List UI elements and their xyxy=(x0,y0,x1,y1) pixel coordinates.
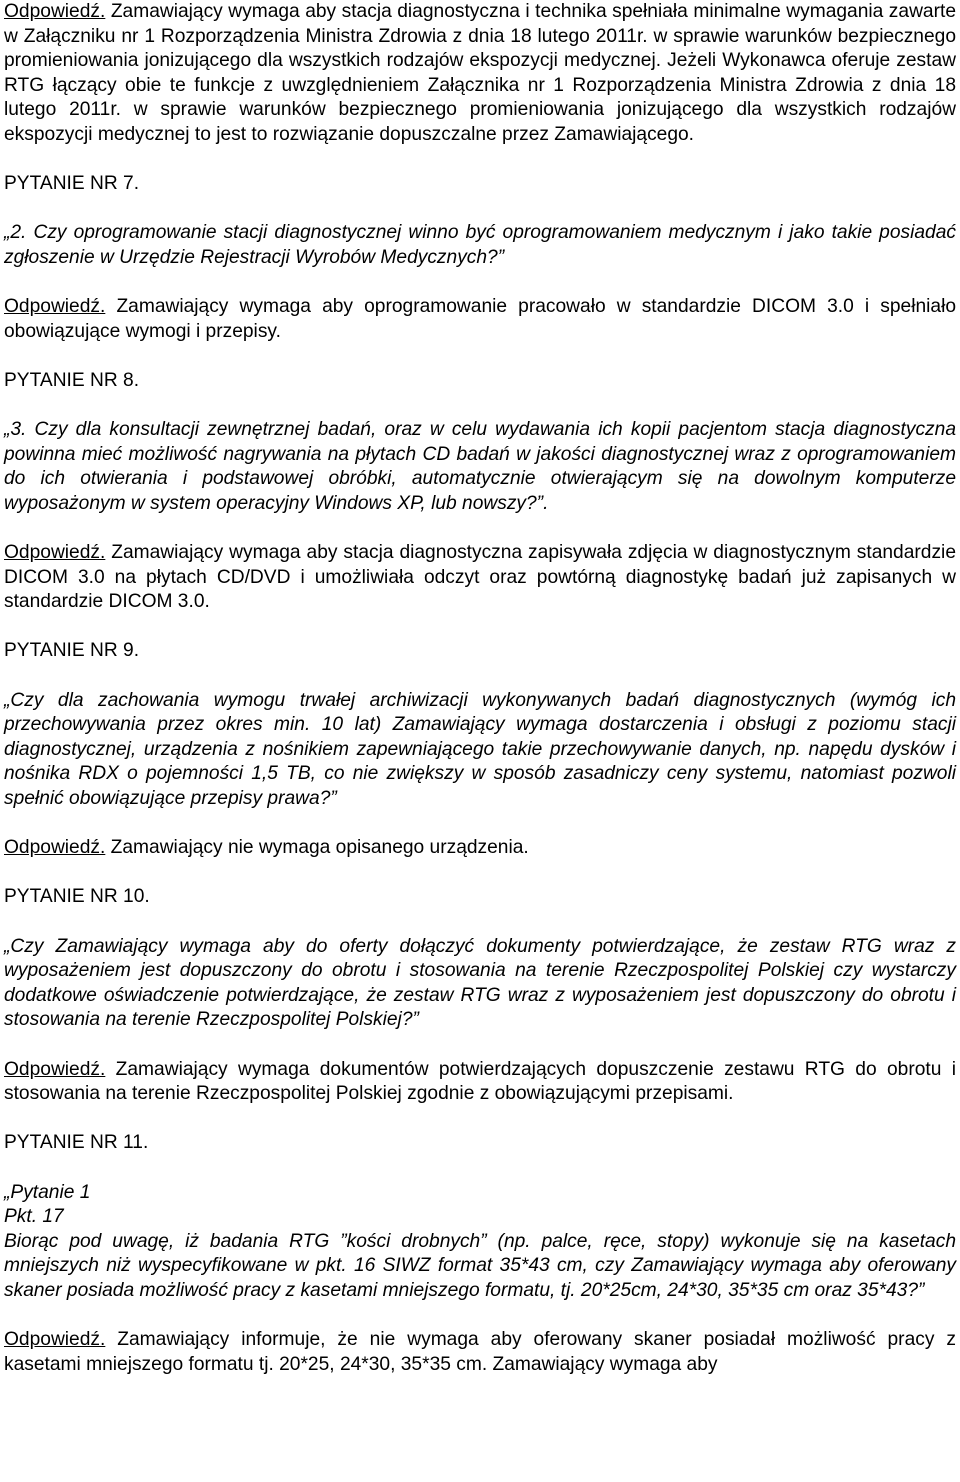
answer-text: Zamawiający wymaga aby stacja diagnostyczna zapisywała zdjęcia w diagnostycznym standardzie DICOM 3.0 na płytach CD/DVD i umożliwiała odczyt oraz powtórną diagnostykę badań już zapisanych w standardzie DICOM 3.0. xyxy=(4,542,956,613)
answer-text: Zamawiający nie wymaga opisanego urządzenia. xyxy=(105,837,529,859)
question-8-text: „3. Czy dla konsultacji zewnętrznej badań, oraz w celu wydawania ich kopii pacjentom stacja diagnostyczna powinna mieć możliwość nagrywania na płytach CD badań w jakości diagnostycznej wraz z oprogramowaniem do ich otwierania i podstawowej obróbki, automatycznie otwierającym się na dowolnym komputerze wyposażonym w system operacyjny Windows XP, lub nowszy?”. xyxy=(4,419,956,514)
answer-label: Odpowiedź. xyxy=(4,296,106,318)
answer-label: Odpowiedź. xyxy=(4,1329,106,1351)
answer-label: Odpowiedź. xyxy=(4,1,106,22)
question-7-text: „2. Czy oprogramowanie stacji diagnostycznej winno być oprogramowaniem medycznym i jako takie posiadać zgłoszenie w Urzędzie Rejestracji Wyrobów Medycznych?” xyxy=(4,222,956,268)
answer-label: Odpowiedź. xyxy=(4,837,106,859)
document-page xyxy=(4,0,956,1377)
answer-text: Zamawiający informuje, że nie wymaga aby oferowany skaner posiadał możliwość pracy z kasetami mniejszego formatu tj. 20*25, 24*30, 35*35 cm. Zamawiający wymaga aby xyxy=(4,1329,956,1375)
answer-8 xyxy=(4,541,956,615)
answer-text: Zamawiający wymaga dokumentów potwierdzających dopuszczenie zestawu RTG do obrotu i stosowania na terenie Rzeczpospolitej Polskiej zgodnie z obowiązującymi przepisami. xyxy=(4,1058,956,1105)
answer-11 xyxy=(4,1328,956,1377)
question-11-text: Biorąc pod uwagę, iż badania RTG ”kości drobnych” (np. palce, ręce, stopy) wykonuje się na kasetach mniejszych niż wyspecyfikowane w pkt. 16 SIWZ format 35*43 cm, czy Zamawiający wymaga aby oferowany skaner posiada możliwość pracy z kasetami mniejszego formatu, tj. 20*25cm, 24*30, 35*35 cm oraz 35*43?” xyxy=(4,1230,956,1301)
answer-9 xyxy=(4,836,956,861)
answer-7 xyxy=(4,295,956,344)
answer-10 xyxy=(4,1058,956,1107)
question-heading-7: PYTANIE NR 7. xyxy=(4,173,140,195)
answer-text: Zamawiający wymaga aby oprogramowanie pracowało w standardzie DICOM 3.0 i spełniało obowiązujące wymogi i przepisy. xyxy=(4,296,956,342)
question-11-point: Pkt. 17 xyxy=(4,1206,64,1228)
question-heading-10: PYTANIE NR 10. xyxy=(4,886,150,908)
answer-label: Odpowiedź. xyxy=(4,1058,106,1080)
question-9-text: „Czy dla zachowania wymogu trwałej archiwizacji wykonywanych badań diagnostycznych (wymóg ich przechowywania przez okres min. 10 lat) Zamawiający wymaga dostarczenia i obsługi z poziomu stacji diagnostycznej, urządzenia z nośnikiem zapewniającego takie przechowywanie danych, np. napędu dysków i nośnika RDX o pojemności 1,5 TB, co nie zwiększy w sposób zasadniczy ceny systemu, natomiast pozwoli spełnić obowiązujące przepisy prawa?” xyxy=(4,689,956,809)
answer-text: Zamawiający wymaga aby stacja diagnostyczna i technika spełniała minimalne wymagania zawarte w Załączniku nr 1 Rozporządzenia Ministra Zdrowia z dnia 18 lutego 2011r. w sprawie warunków bezpiecznego promieniowania jonizującego dla wszystkich rodzajów ekspozycji medycznej. xyxy=(4,1,956,72)
question-11-block xyxy=(4,1181,956,1304)
question-heading-9: PYTANIE NR 9. xyxy=(4,640,140,662)
answer-text-cont: Jeżeli Wykonawca oferuje zestaw RTG łączący obie te funkcje z uwzględnieniem Załącznika nr 1 Rozporządzenia Ministra Zdrowia z dnia 18 lutego 2011r. w sprawie warunków bezpiecznego promieniowania jonizującego dla wszystkich rodzajów ekspozycji medycznej to jest to rozwiązanie dopuszczalne przez Zamawiającego. xyxy=(4,50,956,145)
question-heading-11: PYTANIE NR 11. xyxy=(4,1132,149,1154)
answer-label: Odpowiedź. xyxy=(4,542,106,564)
answer-6-part-1 xyxy=(4,0,956,148)
question-11-title: „Pytanie 1 xyxy=(4,1181,91,1203)
question-heading-8: PYTANIE NR 8. xyxy=(4,369,140,391)
question-10-text: „Czy Zamawiający wymaga aby do oferty dołączyć dokumenty potwierdzające, że zestaw RTG wraz z wyposażeniem jest dopuszczony do obrotu i stosowania na terenie Rzeczpospolitej Polskiej czy wystarczy dodatkowe oświadczenie potwierdzające, że zestaw RTG wraz z wyposażeniem jest dopuszczony do obrotu i stosowania na terenie Rzeczpospolitej Polskiej?” xyxy=(4,935,956,1031)
